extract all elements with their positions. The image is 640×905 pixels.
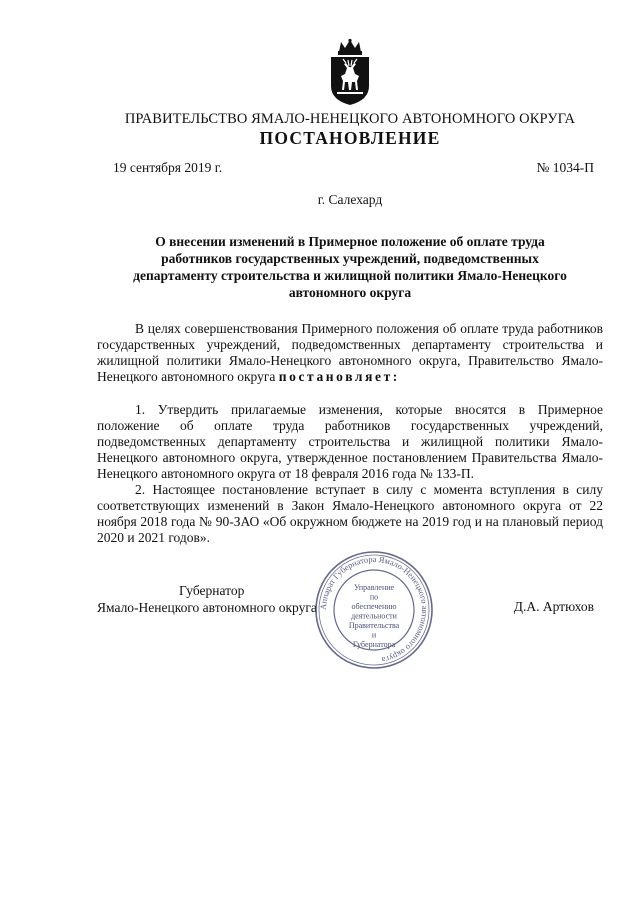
preamble-paragraph [97, 321, 603, 385]
organization-name: ПРАВИТЕЛЬСТВО ЯМАЛО-НЕНЕЦКОГО АВТОНОМНОГО ОКРУГА [124, 111, 576, 127]
item-1-paragraph: 1. Утвердить прилагаемые изменения, которые вносятся в Примерное положение об оплате труда работников государственных учреждений, подведомственных департаменту строительства и жилищной политики Ямало-Ненецкого автономного округа, утвержденное постановлением Правительства Ямало-Ненецкого автономного округа от 18 февраля 2016 года № 133-П. [97, 402, 603, 481]
document-body [97, 321, 603, 546]
signatory-role-line1: Губернатор [179, 583, 245, 598]
document-date: 19 сентября 2019 г. [113, 160, 223, 175]
document-number: № 1034-П [536, 160, 594, 175]
preamble-text: В целях совершенствования Примерного положения об оплате труда работников государственных учреждений, подведомственных департаменту строительства и жилищной политики Ямало-Ненецкого автономного округа, Правительство Ямало-Ненецкого автономного округа [97, 321, 603, 384]
document-type: ПОСТАНОВЛЕНИЕ [259, 128, 441, 148]
signatory-name: Д.А. Артюхов [513, 599, 594, 614]
official-round-stamp-icon [312, 548, 436, 672]
item-2-paragraph: 2. Настоящее постановление вступает в силу с момента вступления в силу соответствующих изменений в Закон Ямало-Ненецкого автономного округа от 22 ноября 2018 года № 90-ЗАО «Об окружном бюджете на 2019 год и на плановый период 2020 и 2021 годов». [97, 482, 603, 545]
decree-word: постановляет: [278, 369, 400, 384]
signatory-role-line2: Ямало-Ненецкого автономного округа [97, 600, 317, 615]
stamp-ring-text: Аппарат Губернатора Ямало-Ненецкого автономного округа [317, 553, 431, 666]
signatory-role [97, 582, 327, 616]
document-city: г. Салехард [317, 192, 383, 207]
document-title: О внесении изменений в Примерное положение об оплате труда работников государственных учреждений, подведомственных департаменту строительства и жилищной политики Ямало-Ненецкого автономного округа [133, 234, 567, 300]
yamal-coat-of-arms-icon [325, 38, 375, 106]
stamp-center-text: Управление по обеспечению деятельности Правительства и Губернатора [348, 583, 400, 649]
